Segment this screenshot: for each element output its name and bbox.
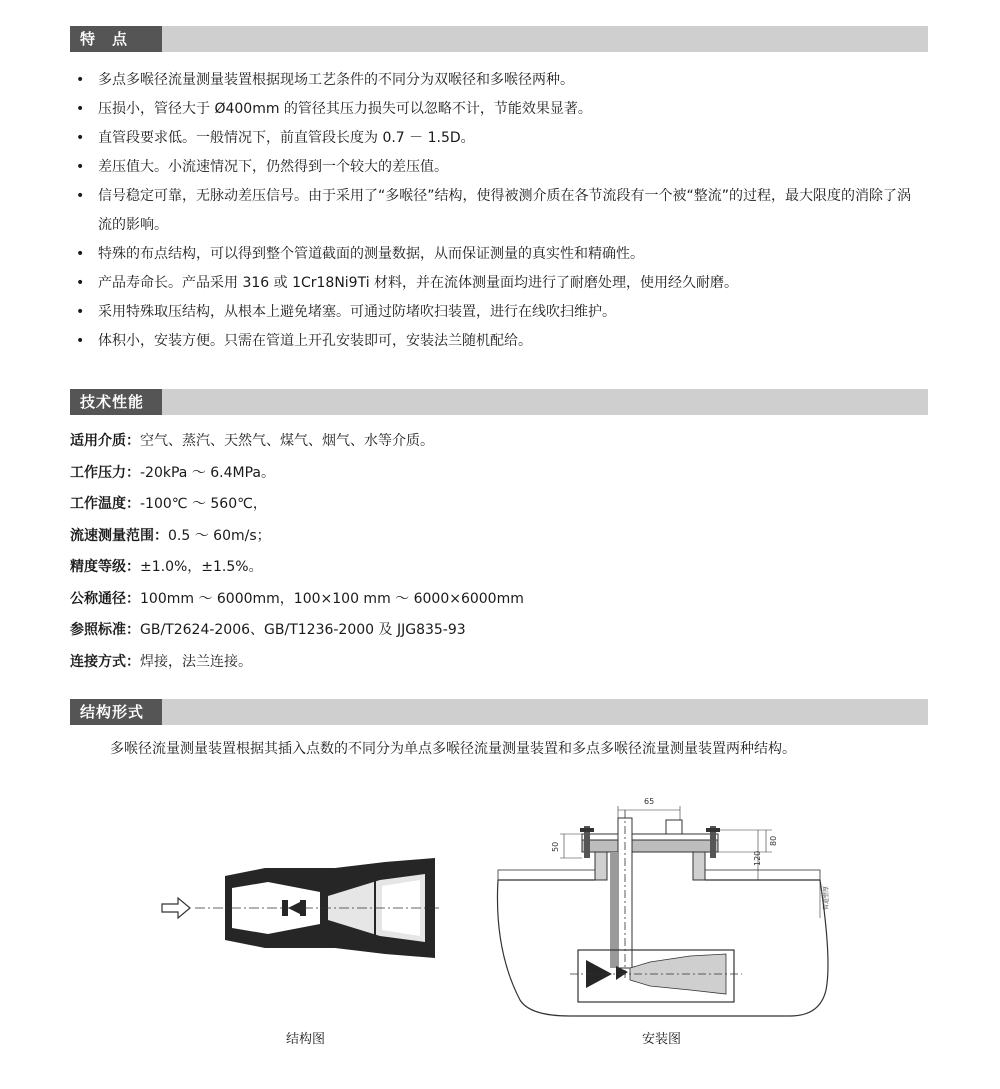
spec-value: 焊接，法兰连接。 — [140, 653, 252, 670]
list-item: • 多点多喉径流量测量装置根据现场工艺条件的不同分为双喉径和多喉径两种。 — [74, 66, 924, 95]
list-item: • 压损小，管径大于 Ø400mm 的管径其压力损失可以忽略不计，节能效果显著。 — [74, 95, 924, 124]
spec-row — [70, 647, 930, 679]
structure-paragraph: 多喉径流量测量装置根据其插入点数的不同分为单点多喉径流量测量装置和多点多喉径流量测量装置两种结构。 — [110, 741, 796, 757]
spec-key: 工作温度： — [70, 496, 140, 512]
dim-50-label: 50 — [551, 841, 560, 852]
spec-value: 0.5 ～ 60m/s； — [168, 527, 271, 544]
pipe-wall-label: 管道壁厚 — [823, 885, 830, 910]
features-list — [74, 66, 924, 356]
structure-diagram — [150, 840, 450, 960]
spec-key: 公称通径： — [70, 590, 140, 607]
spec-row — [70, 521, 930, 553]
specs-title: 技术性能 — [70, 389, 162, 415]
spec-value: ±1.0%，±1.5%。 — [140, 559, 263, 575]
spec-value: -100℃ ～ 560℃， — [140, 496, 267, 512]
structure-section-header — [70, 699, 928, 725]
spec-value: -20kPa ～ 6.4MPa。 — [140, 464, 276, 481]
spec-value: 空气、蒸汽、天然气、煤气、烟气、水等介质。 — [140, 433, 434, 449]
right-figure-caption: 安装图 — [642, 1032, 682, 1047]
spec-row — [70, 458, 930, 490]
spec-key: 工作压力： — [70, 464, 140, 481]
dim-120-label: 120 — [753, 850, 762, 866]
spec-value: 100mm ～ 6000mm，100×100 mm ～ 6000×6000mm — [140, 590, 524, 607]
list-item: • 信号稳定可靠，无脉动差压信号。由于采用了“多喉径”结构，使得被测介质在各节流段有一个被“整流”的过程，最大限度的消除了涡流的影响。 — [74, 182, 924, 240]
features-title: 特 点 — [70, 26, 162, 52]
features-section-header — [70, 26, 928, 52]
dim-65-label: 65 — [644, 797, 655, 806]
spec-row — [70, 426, 930, 458]
specs-list — [70, 426, 930, 678]
spec-row — [70, 584, 930, 616]
list-item: • 采用特殊取压结构，从根本上避免堵塞。可通过防堵吹扫装置，进行在线吹扫维护。 — [74, 298, 924, 327]
spec-value: GB/T2624-2006、GB/T1236-2000 及 JJG835-93 — [140, 622, 466, 638]
spec-row — [70, 489, 930, 521]
spec-key: 连接方式： — [70, 653, 140, 670]
spec-key: 适用介质： — [70, 433, 140, 449]
list-item: • 体积小，安装方便。只需在管道上开孔安装即可，安装法兰随机配给。 — [74, 327, 924, 356]
list-item: • 差压值大。小流速情况下，仍然得到一个较大的差压值。 — [74, 153, 924, 182]
spec-row — [70, 552, 930, 584]
list-item: • 特殊的布点结构，可以得到整个管道截面的测量数据，从而保证测量的真实性和精确性。 — [74, 240, 924, 269]
installation-diagram — [490, 790, 850, 1030]
specs-section-header — [70, 389, 928, 415]
spec-key: 精度等级： — [70, 559, 140, 575]
list-item: • 产品寿命长。产品采用 316 或 1Cr18Ni9Ti 材料，并在流体测量面均进行了耐磨处理，使用经久耐磨。 — [74, 269, 924, 298]
flow-arrow-icon — [162, 898, 190, 918]
structure-title: 结构形式 — [70, 699, 162, 725]
list-item: • 直管段要求低。一般情况下，前直管段长度为 0.7 － 1.5D。 — [74, 124, 924, 153]
left-figure-caption: 结构图 — [286, 1032, 326, 1047]
spec-row — [70, 615, 930, 647]
dim-80-label: 80 — [769, 835, 778, 846]
spec-key: 流速测量范围： — [70, 527, 168, 544]
spec-key: 参照标准： — [70, 622, 140, 638]
